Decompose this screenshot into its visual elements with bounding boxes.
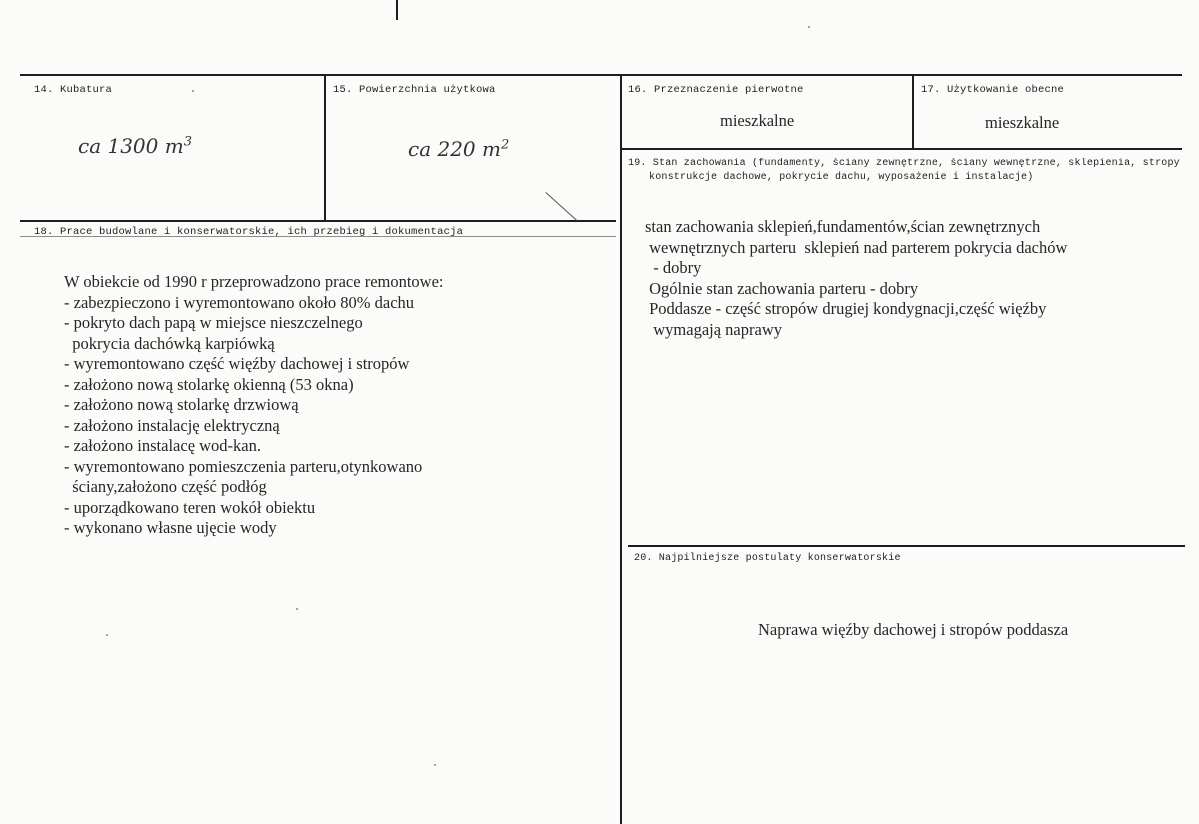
field-15-value — [408, 137, 509, 161]
field-20-value: Naprawa więźby dachowej i stropów poddasza — [758, 620, 1069, 639]
stray-pen-mark — [545, 192, 577, 221]
field-18-line: - założono nową stolarkę drzwiową — [64, 395, 299, 414]
field-19-text — [645, 217, 1067, 340]
field-18-line: - uporządkowano teren wokół obiektu — [64, 497, 316, 517]
field-18-label: 18. Prace budowlane i konserwatorskie, ich przebieg i dokumentacja — [34, 226, 464, 238]
rule-above-18 — [20, 220, 616, 222]
field-16-value: mieszkalne — [720, 111, 795, 130]
field-14-value — [78, 134, 192, 158]
header-rule — [20, 74, 1182, 76]
field-18-line: ściany,założono część podłóg — [64, 477, 267, 496]
field-18-line: W obiekcie od 1990 r przeprowadzono prace remontowe: — [64, 272, 444, 291]
field-15-value-text: ca 220 m — [408, 137, 501, 161]
field-14-label: 14. Kubatura — [34, 84, 113, 96]
field-18-line: - założono instalację elektryczną — [64, 415, 280, 435]
field-16-label: 16. Przeznaczenie pierwotne — [628, 84, 804, 96]
rule-above-19 — [620, 148, 1182, 150]
divider-16-17 — [912, 75, 914, 148]
field-17-label: 17. Użytkowanie obecne — [921, 84, 1065, 96]
field-19-line: Ogólnie stan zachowania parteru - dobry — [645, 278, 919, 298]
scan-speck — [434, 764, 436, 766]
field-19-line: wymagają naprawy — [645, 319, 782, 339]
field-18-line: pokrycia dachówką karpiówką — [64, 333, 275, 353]
field-19-line: - dobry — [645, 258, 702, 277]
field-19-line: Poddasze - część stropów drugiej kondygnacji,część więźby — [645, 299, 1047, 318]
field-18-line: - wykonano własne ujęcie wody — [64, 518, 277, 537]
field-18-line: - założono nową stolarkę okienną (53 okna) — [64, 374, 354, 394]
field-18-line: - wyremontowano pomieszczenia parteru,otynkowano — [64, 456, 423, 476]
field-18-line: - zabezpieczono i wyremontowano około 80% dachu — [64, 292, 415, 312]
field-19-label-line1: 19. Stan zachowania (fundamenty, ściany zewnętrzne, ściany wewnętrzne, sklepienia, stropy — [628, 158, 1180, 169]
divider-14-15 — [324, 75, 326, 221]
field-18-line: - pokryto dach papą w miejsce nieszczelnego — [64, 313, 363, 332]
scan-speck — [106, 634, 108, 636]
scan-speck — [192, 90, 194, 92]
field-17-value: mieszkalne — [985, 113, 1060, 132]
field-15-label: 15. Powierzchnia użytkowa — [333, 84, 496, 96]
scan-speck — [808, 26, 810, 28]
main-vertical-divider — [620, 75, 622, 824]
field-19-label-line2: konstrukcje dachowe, pokrycie dachu, wyposażenie i instalacje) — [649, 172, 1034, 183]
field-19-line: stan zachowania sklepień,fundamentów,ścian zewnętrznych — [645, 217, 1041, 236]
scan-speck — [296, 608, 298, 610]
field-18-line: - założono instalacę wod-kan. — [64, 436, 262, 455]
field-15-unit-exponent: 2 — [500, 137, 510, 153]
field-14-value-text: ca 1300 m — [78, 134, 184, 158]
field-18-line: - wyremontowano część więźby dachowej i stropów — [64, 354, 410, 373]
field-18-text — [64, 272, 444, 539]
rule-above-20 — [628, 545, 1185, 547]
field-19-line: wewnętrznych parteru sklepień nad parterem pokrycia dachów — [645, 237, 1068, 257]
field-14-unit-exponent: 3 — [183, 134, 192, 150]
field-20-label: 20. Najpilniejsze postulaty konserwatorskie — [634, 553, 901, 564]
top-tick — [396, 0, 398, 20]
